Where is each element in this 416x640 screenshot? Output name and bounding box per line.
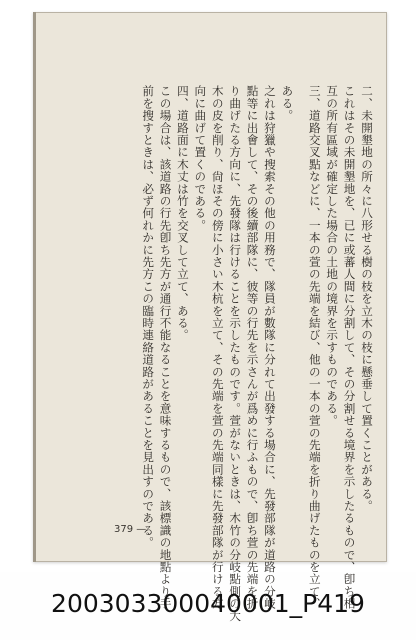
page-binding-edge (33, 12, 36, 562)
text-line: 木の皮を削り、尙ほその傍に小さい木杭を立て、その先端を萱の先端同樣に先發部隊が行ける方 (210, 85, 225, 610)
text-line: 向に曲げて置くのである。 (193, 85, 208, 232)
image-id-caption: 200303300040001_P419 (51, 589, 365, 618)
text-line: ある。 (280, 85, 295, 122)
text-line: 四、道路面に木丈は竹を交叉して立て、ある。 (175, 85, 190, 342)
text-line: り曲げたる方向に、先發隊は行けることを示したものです。萱がないときは、木竹の分岐點側の大 (228, 85, 243, 622)
text-line: 之れは狩獵や搜索その他の用務で、隊員が數隊に分れて出發する場合に、先發部隊が道路の分岐 (262, 85, 277, 610)
text-line: 三、道路交叉點などに、一本の萱の先端を結び、他の一本の萱の先端を折り曲げたものを立て、 (307, 85, 322, 610)
page-number: 379 — (114, 524, 147, 535)
text-line: 前を搜すときは、必ず何れかに先方この臨時連絡道路があることを見出すのである。 (141, 85, 156, 549)
text-line: 二、未開墾地の所々に八形せる樹の枝を立木の枝に懸垂して置くことがある。 (360, 85, 374, 512)
text-line: 互の所有區域が確定した場合の土地の境界を示すものである。 (325, 85, 340, 427)
text-line: この場合は、該道路の行先卽ち先方が通行不能なることを意味するもので、該標識の地點より手 (158, 85, 173, 610)
text-line: これはその未開墾地を、已に或蕃人間に分割して、その分割せる境界を示したるもので、卽ち相 (342, 85, 357, 610)
text-line: 點等に出會して、その後續部隊に、彼等の行先を示さんが爲めに行ふもので、卽ち萱の先端を折 (245, 85, 260, 610)
